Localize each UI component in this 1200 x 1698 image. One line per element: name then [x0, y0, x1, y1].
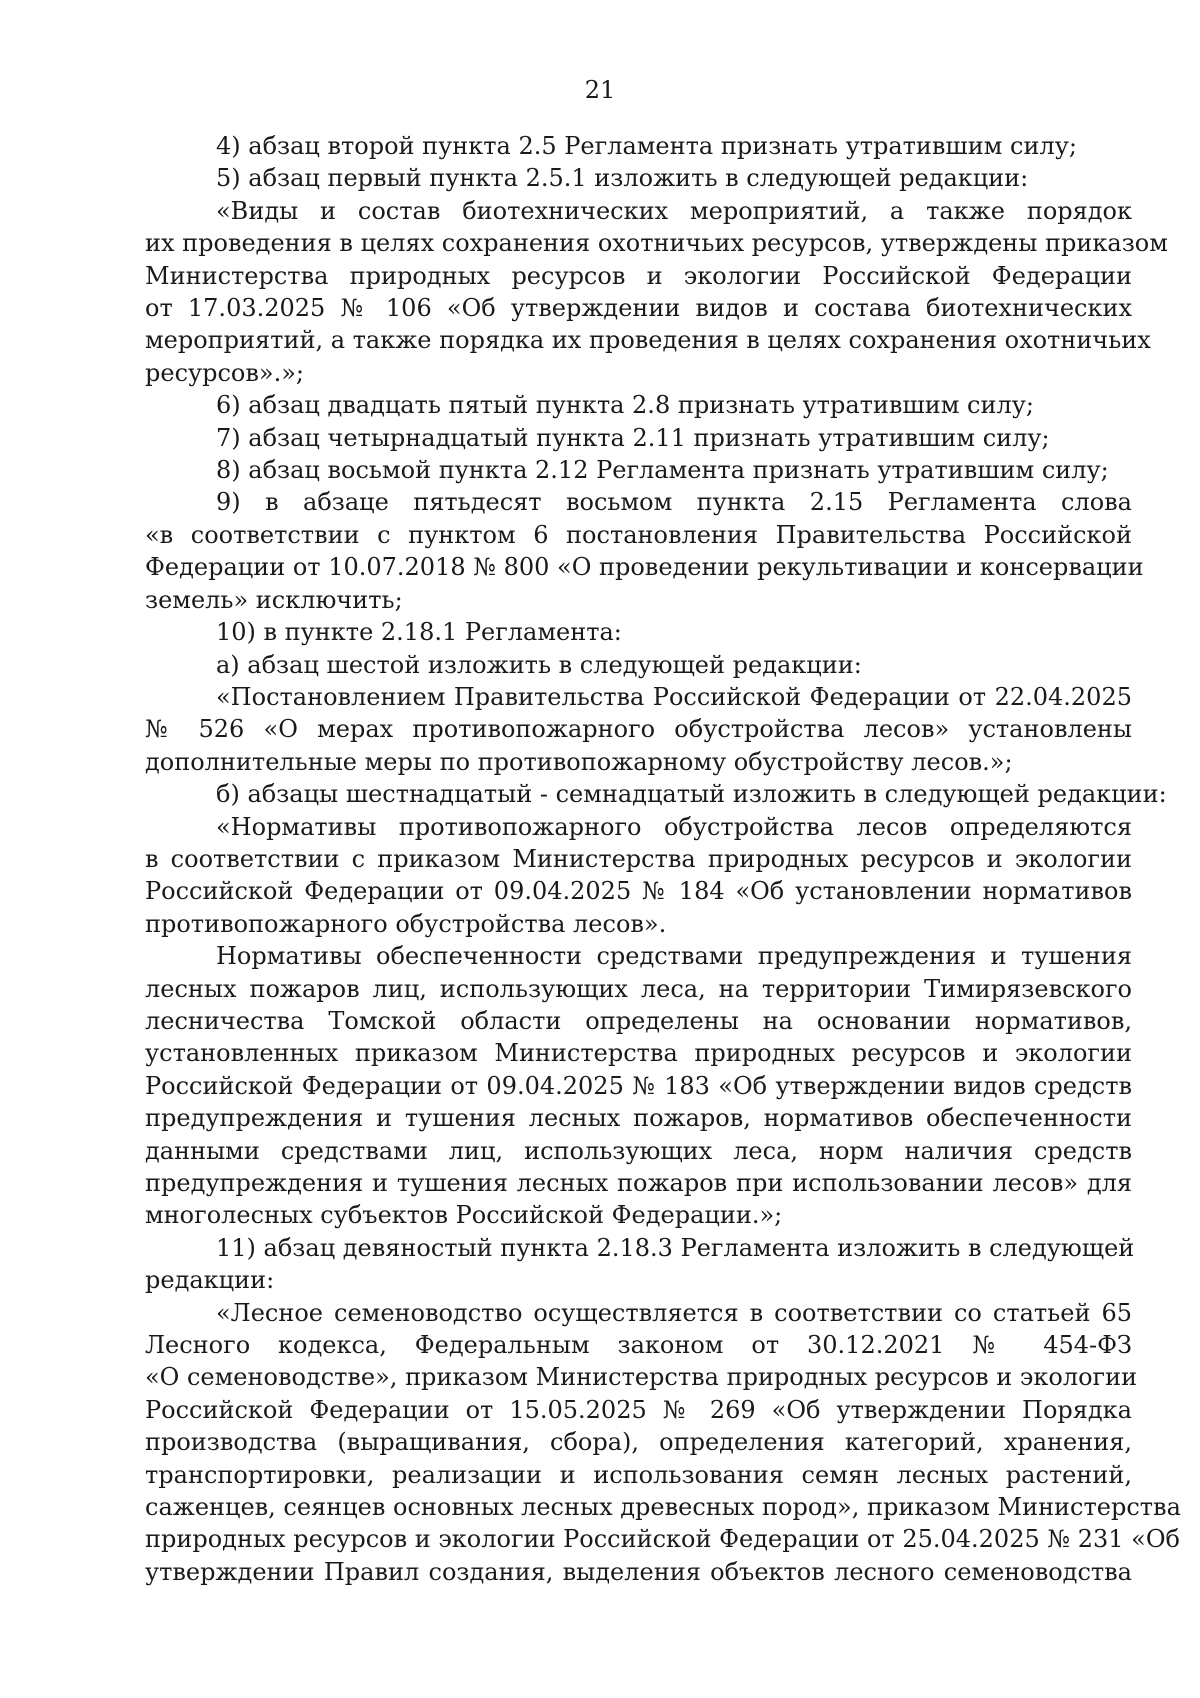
text-line: мероприятий, а также порядка их проведения в целях сохранения охотничьих [145, 326, 1151, 355]
text-line: производства (выращивания, сбора), определения категорий, хранения, [145, 1428, 1132, 1457]
text-line: дополнительные меры по противопожарному обустройству лесов.»; [145, 747, 1013, 776]
text-line: от 17.03.2025 № 106 «Об утверждении видов и состава биотехнических [145, 294, 1132, 323]
text-line: Российской Федерации от 09.04.2025 № 184 «Об установлении нормативов [145, 877, 1132, 906]
text-line: Лесного кодекса, Федеральным законом от 30.12.2021 № 454-ФЗ [145, 1331, 1132, 1360]
text-line: № 526 «О мерах противопожарного обустройства лесов» установлены [145, 715, 1132, 744]
text-line: их проведения в целях сохранения охотничьих ресурсов, утверждены приказом [145, 229, 1168, 258]
text-line: противопожарного обустройства лесов». [145, 909, 667, 938]
text-line: Нормативы обеспеченности средствами предупреждения и тушения [216, 942, 1132, 971]
text-line: ресурсов».»; [145, 358, 304, 387]
text-line: установленных приказом Министерства природных ресурсов и экологии [145, 1039, 1132, 1068]
text-line: «в соответствии с пунктом 6 постановления Правительства Российской [145, 520, 1132, 549]
text-line: многолесных субъектов Российской Федерации.»; [145, 1201, 783, 1230]
text-line: 4) абзац второй пункта 2.5 Регламента признать утратившим силу; [216, 132, 1077, 160]
page-number: 21 [584, 76, 616, 104]
text-line: данными средствами лиц, использующих леса, норм наличия средств [145, 1136, 1132, 1165]
text-line: «Нормативы противопожарного обустройства лесов определяются [216, 812, 1132, 841]
text-line: утверждении Правил создания, выделения объектов лесного семеноводства [145, 1557, 1132, 1586]
text-line: земель» исключить; [145, 585, 403, 614]
text-line: «О семеноводстве», приказом Министерства природных ресурсов и экологии [145, 1363, 1138, 1392]
text-line: редакции: [145, 1266, 275, 1295]
text-line: «Лесное семеноводство осуществляется в соответствии со статьей 65 [216, 1298, 1132, 1327]
text-line: транспортировки, реализации и использования семян лесных растений, [145, 1460, 1132, 1489]
text-line: «Постановлением Правительства Российской Федерации от 22.04.2025 [216, 682, 1132, 711]
text-line: саженцев, сеянцев основных лесных древесных пород», приказом Министерства [145, 1493, 1181, 1522]
text-line: лесничества Томской области определены на основании нормативов, [145, 1006, 1132, 1035]
text-line: «Виды и состав биотехнических мероприятий, а также порядок [216, 196, 1132, 225]
text-line: предупреждения и тушения лесных пожаров при использовании лесов» для [145, 1169, 1132, 1197]
text-line: 11) абзац девяностый пункта 2.18.3 Регламента изложить в следующей [216, 1233, 1135, 1262]
text-line: Министерства природных ресурсов и экологии Российской Федерации [145, 261, 1132, 290]
document-body [145, 130, 1181, 1588]
text-line: Российской Федерации от 09.04.2025 № 183 «Об утверждении видов средств [145, 1071, 1132, 1100]
text-line: 6) абзац двадцать пятый пункта 2.8 признать утратившим силу; [216, 391, 1034, 420]
text-line: предупреждения и тушения лесных пожаров, нормативов обеспеченности [145, 1104, 1132, 1133]
text-line: а) абзац шестой изложить в следующей редакции: [216, 650, 862, 679]
text-line: в соответствии с приказом Министерства природных ресурсов и экологии [145, 844, 1132, 873]
text-line: 9) в абзаце пятьдесят восьмом пункта 2.15 Регламента слова [216, 488, 1132, 517]
text-line: б) абзацы шестнадцатый - семнадцатый изложить в следующей редакции: [216, 780, 1167, 809]
text-line: 5) абзац первый пункта 2.5.1 изложить в следующей редакции: [216, 164, 1029, 193]
text-line: Федерации от 10.07.2018 № 800 «О проведении рекультивации и консервации [145, 553, 1144, 582]
text-line: 10) в пункте 2.18.1 Регламента: [216, 618, 622, 647]
text-line: 7) абзац четырнадцатый пункта 2.11 признать утратившим силу; [216, 423, 1050, 452]
text-line: природных ресурсов и экологии Российской Федерации от 25.04.2025 № 231 «Об [145, 1525, 1180, 1554]
text-line: лесных пожаров лиц, использующих леса, на территории Тимирязевского [145, 974, 1132, 1003]
text-line: Российской Федерации от 15.05.2025 № 269 «Об утверждении Порядка [145, 1395, 1132, 1424]
text-line: 8) абзац восьмой пункта 2.12 Регламента признать утратившим силу; [216, 456, 1109, 485]
